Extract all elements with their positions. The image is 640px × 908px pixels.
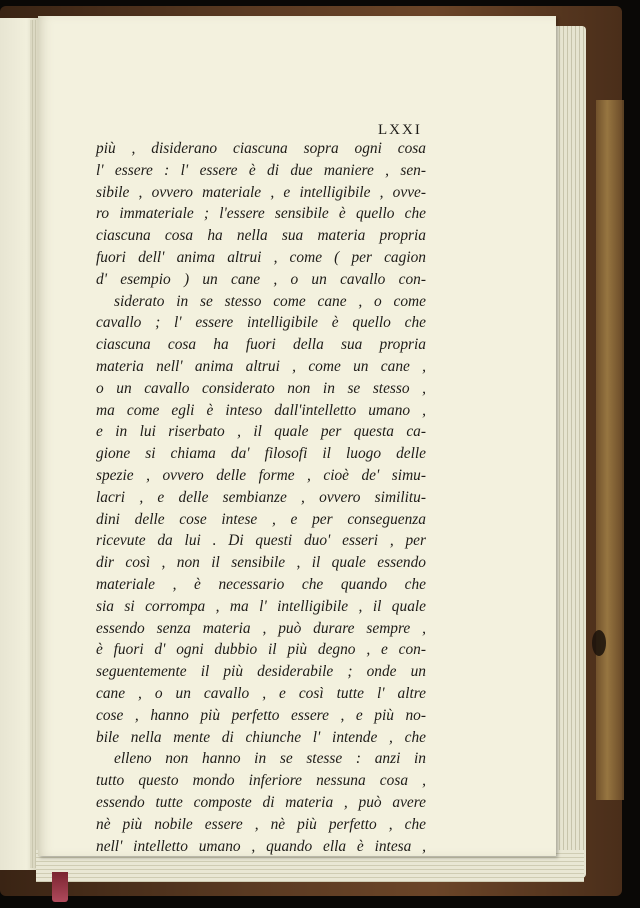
text-line: nè più nobile essere , nè più perfetto , che bbox=[96, 815, 426, 833]
text-line: spezie , ovvero delle forme , cioè de' simu- bbox=[96, 466, 426, 484]
text-line: ciascuna cosa ha fuori della sua propria bbox=[96, 336, 426, 354]
cover-edge bbox=[596, 100, 624, 800]
text-line: ro immateriale ; l'essere sensibile è quello che bbox=[96, 205, 426, 223]
body-text bbox=[96, 138, 426, 857]
text-line: bile nella mente di chiunche l' intende , che bbox=[96, 728, 426, 746]
text-line: elleno non hanno in se stesse : anzi in bbox=[114, 750, 426, 768]
text-line: è fuori d' ogni dubbio il più degno , e con- bbox=[96, 641, 426, 659]
bookmark-ribbon bbox=[52, 872, 68, 902]
text-line: ricevute da lui . Di questi duo' esseri , per bbox=[96, 532, 426, 550]
text-line: sibile , ovvero materiale , e intelligibile , ovve- bbox=[96, 183, 426, 201]
text-line: cane , o un cavallo , e così tutte l' altre bbox=[96, 684, 426, 702]
text-line: siderato in se stesso come cane , o come bbox=[114, 292, 426, 310]
text-line: nell' intelletto umano , quando ella è intesa , bbox=[96, 837, 426, 855]
text-line: materia nell' anima altrui , come un cane , bbox=[96, 357, 426, 375]
text-line: d' esempio ) un cane , o un cavallo con- bbox=[96, 270, 426, 288]
text-line: e in lui riserbato , il quale per questa ca- bbox=[96, 423, 426, 441]
text-line: fuori dell' anima altrui , come ( per cagion bbox=[96, 248, 426, 266]
paper-stain bbox=[592, 630, 606, 656]
text-line: ma come egli è inteso dall'intelletto umano , bbox=[96, 401, 426, 419]
text-line: dini delle cose intese , e per conseguenza bbox=[96, 510, 426, 528]
text-line: gione si chiama da' filosofi il luogo delle bbox=[96, 445, 426, 463]
text-line: dir così , non il sensibile , il quale essendo bbox=[96, 554, 426, 572]
text-line: più , disiderano ciascuna sopra ogni cosa bbox=[96, 140, 426, 157]
text-line: materiale , è necessario che quando che bbox=[96, 575, 426, 593]
text-line: seguentemente il più desiderabile ; onde un bbox=[96, 663, 426, 681]
text-line: sia si corrompa , ma l' intelligibile , il quale bbox=[96, 597, 426, 615]
text-line: essendo tutte composte di materia , può avere bbox=[96, 793, 426, 811]
right-page-stack bbox=[552, 26, 586, 878]
text-line: essendo senza materia , può durare sempre , bbox=[96, 619, 426, 637]
text-line: tutto questo mondo inferiore nessuna cosa , bbox=[96, 772, 426, 790]
text-line: l' essere : l' essere è di due maniere , sen- bbox=[96, 161, 426, 179]
text-line: cavallo ; l' essere intelligibile è quello che bbox=[96, 314, 426, 332]
text-line: cose , hanno più perfetto essere , e più no- bbox=[96, 706, 426, 724]
text-line: ciascuna cosa ha nella sua materia propria bbox=[96, 227, 426, 245]
text-line: o un cavallo considerato non in se stesso , bbox=[96, 379, 426, 397]
text-line: lacri , e delle sembianze , ovvero similitu- bbox=[96, 488, 426, 506]
page-number: LXXI bbox=[378, 122, 422, 138]
